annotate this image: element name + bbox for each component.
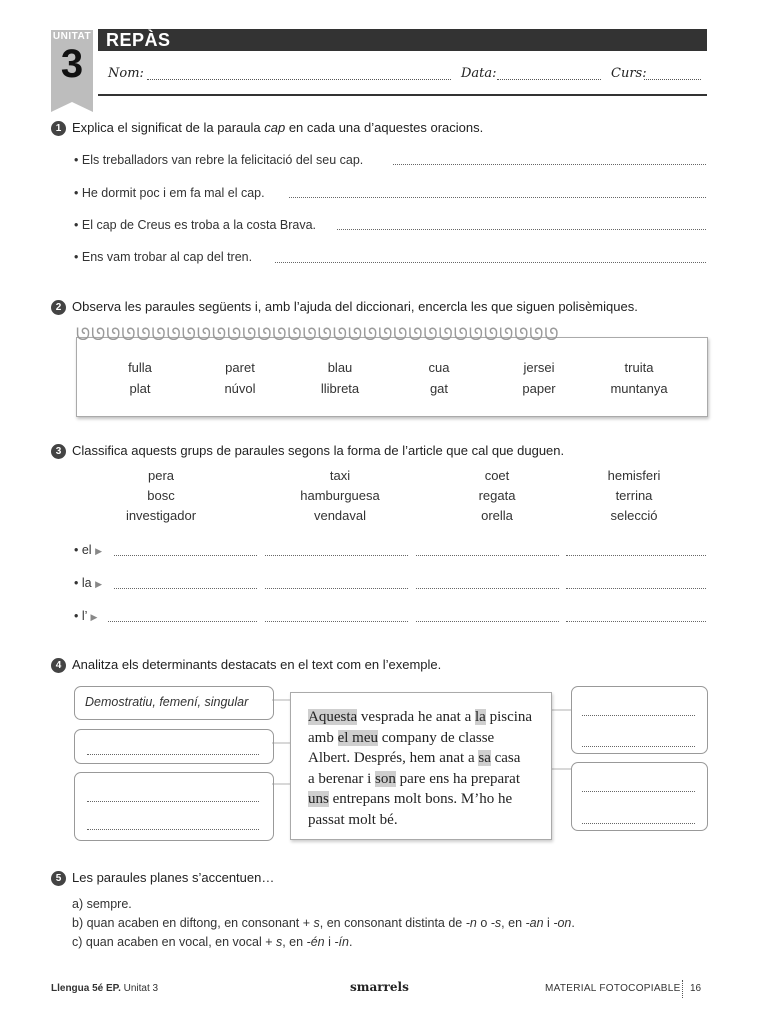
answer-line[interactable]: [582, 715, 695, 716]
answer-line[interactable]: [566, 588, 706, 589]
word[interactable]: blau: [327, 360, 353, 375]
highlighted-determinant: sa: [478, 750, 491, 766]
publisher-logo: smarrels: [350, 980, 409, 994]
word[interactable]: truita: [624, 360, 654, 375]
option-text: i: [324, 935, 335, 949]
highlighted-determinant: el meu: [337, 729, 378, 746]
page-number: 16: [690, 983, 702, 994]
answer-line[interactable]: [87, 754, 259, 755]
option-text: -on: [553, 916, 572, 930]
option-item[interactable]: [72, 916, 575, 930]
example-text: Demostratiu, femení, singular: [85, 695, 249, 709]
exercise-1-item: • Els treballadors van rebre la felicitació del seu cap.: [74, 153, 364, 167]
word: hamburguesa: [300, 488, 380, 503]
word: investigador: [125, 508, 197, 523]
exercise-5-options: [72, 897, 575, 954]
answer-line[interactable]: [87, 801, 259, 802]
exercise-1-item: • Ens vam trobar al cap del tren.: [74, 250, 253, 264]
exercise-1-instruction: Explica el significat de la paraula cap en cada una d’aquestes oracions.: [72, 120, 484, 135]
text-segment: Albert. Després, hem anat a: [308, 750, 479, 766]
option-text: quan acaben en vocal, en vocal +: [85, 935, 276, 949]
answer-line[interactable]: [114, 588, 257, 589]
text-segment: a berenar i: [308, 770, 376, 787]
text-segment: casa: [490, 750, 521, 766]
answer-line[interactable]: [416, 621, 559, 622]
option-text: -n: [465, 916, 477, 930]
option-text: s: [313, 916, 320, 930]
text-line: [308, 748, 548, 769]
exercise-1-item: • El cap de Creus es troba a la costa Brava.: [74, 218, 317, 232]
unit-number: 3: [60, 42, 84, 86]
text-segment: piscina: [485, 709, 533, 725]
option-text: -én: [306, 935, 325, 949]
answer-line[interactable]: [265, 555, 408, 556]
answer-line[interactable]: [289, 197, 706, 198]
text-segment: amb: [308, 729, 338, 746]
option-text: s: [275, 935, 283, 949]
exercise-4-number: 4: [51, 658, 66, 673]
option-text: -s: [490, 916, 502, 930]
word[interactable]: núvol: [224, 381, 256, 396]
article-label-l: • l’ ▶: [74, 609, 98, 623]
word[interactable]: paper: [522, 381, 556, 396]
answer-line[interactable]: [337, 229, 706, 230]
option-item[interactable]: [72, 897, 575, 911]
answer-line[interactable]: [108, 621, 257, 622]
exercise-3-number: 3: [51, 444, 66, 459]
exercise-1-item: • He dormit poc i em fa mal el cap.: [74, 186, 265, 200]
word[interactable]: gat: [429, 381, 449, 396]
word: terrina: [615, 488, 653, 503]
option-text: .: [348, 935, 353, 949]
answer-box[interactable]: [74, 729, 274, 764]
footer-material: MATERIAL FOTOCOPIABLE: [545, 983, 681, 994]
option-text: sempre.: [86, 897, 132, 911]
option-text: , en: [501, 916, 526, 930]
word[interactable]: cua: [428, 360, 450, 375]
text-line: [308, 728, 548, 749]
highlighted-determinant: son: [375, 770, 396, 787]
exercise-2-number: 2: [51, 300, 66, 315]
text-segment: entrepans molt bons. M’ho he: [328, 791, 513, 807]
exercise-5-instruction: Les paraules planes s’accentuen…: [72, 870, 275, 885]
option-text: quan acaben en diftong, en consonant +: [86, 916, 314, 930]
answer-line[interactable]: [416, 555, 559, 556]
header-rule: [98, 94, 707, 96]
exercise-2-instruction: Observa les paraules següents i, amb l’ajuda del diccionari, encercla les que siguen polisèmiques.: [72, 299, 638, 314]
unit-label: UNITAT: [52, 31, 92, 42]
word: hemisferi: [607, 468, 661, 483]
answer-box[interactable]: [571, 686, 708, 754]
text-segment: passat molt bé.: [308, 811, 398, 828]
word: regata: [478, 488, 516, 503]
example-box: [74, 686, 274, 720]
word[interactable]: jersei: [523, 360, 555, 375]
exercise-5-number: 5: [51, 871, 66, 886]
highlighted-determinant: uns: [308, 791, 329, 807]
word: taxi: [329, 468, 351, 483]
article-label-la: • la ▶: [74, 576, 102, 590]
exercise-4-instruction: Analitza els determinants destacats en el text com en l’exemple.: [72, 657, 442, 672]
date-label: Data:: [461, 66, 497, 81]
answer-line[interactable]: [265, 588, 408, 589]
word[interactable]: muntanya: [610, 381, 668, 396]
answer-line[interactable]: [393, 164, 706, 165]
name-label: Nom:: [108, 66, 144, 81]
name-field[interactable]: [147, 79, 451, 80]
course-label: Curs:: [611, 66, 647, 81]
option-item[interactable]: [72, 935, 575, 949]
text-line: [308, 707, 548, 728]
answer-line[interactable]: [566, 621, 706, 622]
highlighted-determinant: Aquesta: [308, 709, 358, 725]
answer-box[interactable]: [571, 762, 708, 831]
exercise-3-instruction: Classifica aquests grups de paraules segons la forma de l’article que cal que duguen.: [72, 443, 565, 458]
answer-line[interactable]: [582, 791, 695, 792]
option-letter: b): [72, 916, 87, 930]
word: bosc: [147, 488, 175, 503]
option-text: o: [476, 916, 491, 930]
text-segment: vesprada he anat a: [357, 709, 476, 725]
page-title: REPÀS: [106, 30, 171, 50]
footer-divider: [682, 980, 683, 998]
course-field[interactable]: [644, 79, 701, 80]
answer-line[interactable]: [275, 262, 706, 263]
answer-line[interactable]: [114, 555, 257, 556]
answer-line[interactable]: [566, 555, 706, 556]
option-text: , en consonant distinta de: [319, 916, 466, 930]
answer-box[interactable]: [74, 772, 274, 841]
answer-line[interactable]: [582, 823, 695, 824]
answer-line[interactable]: [416, 588, 559, 589]
word[interactable]: llibreta: [320, 381, 360, 396]
answer-line[interactable]: [265, 621, 408, 622]
answer-line[interactable]: [582, 746, 695, 747]
word[interactable]: plat: [129, 381, 151, 396]
title-bar: [98, 29, 707, 51]
text-line: [308, 789, 548, 810]
text-segment: pare ens ha preparat: [395, 770, 520, 787]
word: coet: [484, 468, 510, 483]
word: selecció: [610, 508, 658, 523]
option-letter: c): [72, 935, 86, 949]
option-text: .: [571, 916, 575, 930]
text-line: [308, 810, 548, 831]
notebook-card: [76, 337, 708, 417]
option-text: , en: [282, 935, 307, 949]
highlighted-determinant: la: [475, 709, 486, 725]
article-label-el: • el ▶: [74, 543, 102, 557]
option-text: i: [543, 916, 554, 930]
spiral-binding: ᘎᘎᘎᘎᘎᘎᘎᘎᘎᘎᘎᘎᘎᘎᘎᘎᘎᘎᘎᘎᘎᘎᘎᘎᘎᘎᘎᘎᘎᘎᘎᘎ: [76, 325, 560, 344]
option-text: -ín: [334, 935, 349, 949]
option-letter: a): [72, 897, 87, 911]
footer-book: Llengua 5é EP. Unitat 3: [51, 983, 159, 994]
option-text: -an: [525, 916, 544, 930]
word: vendaval: [313, 508, 367, 523]
answer-line[interactable]: [87, 829, 259, 830]
word: pera: [147, 468, 175, 483]
exercise-1-number: 1: [51, 121, 66, 136]
word[interactable]: paret: [225, 360, 255, 375]
text-line: [308, 769, 548, 790]
text-segment: company de classe: [377, 729, 495, 746]
word: orella: [481, 508, 513, 523]
analysis-text: [308, 707, 548, 830]
word[interactable]: fulla: [128, 360, 152, 375]
date-field[interactable]: [497, 79, 601, 80]
